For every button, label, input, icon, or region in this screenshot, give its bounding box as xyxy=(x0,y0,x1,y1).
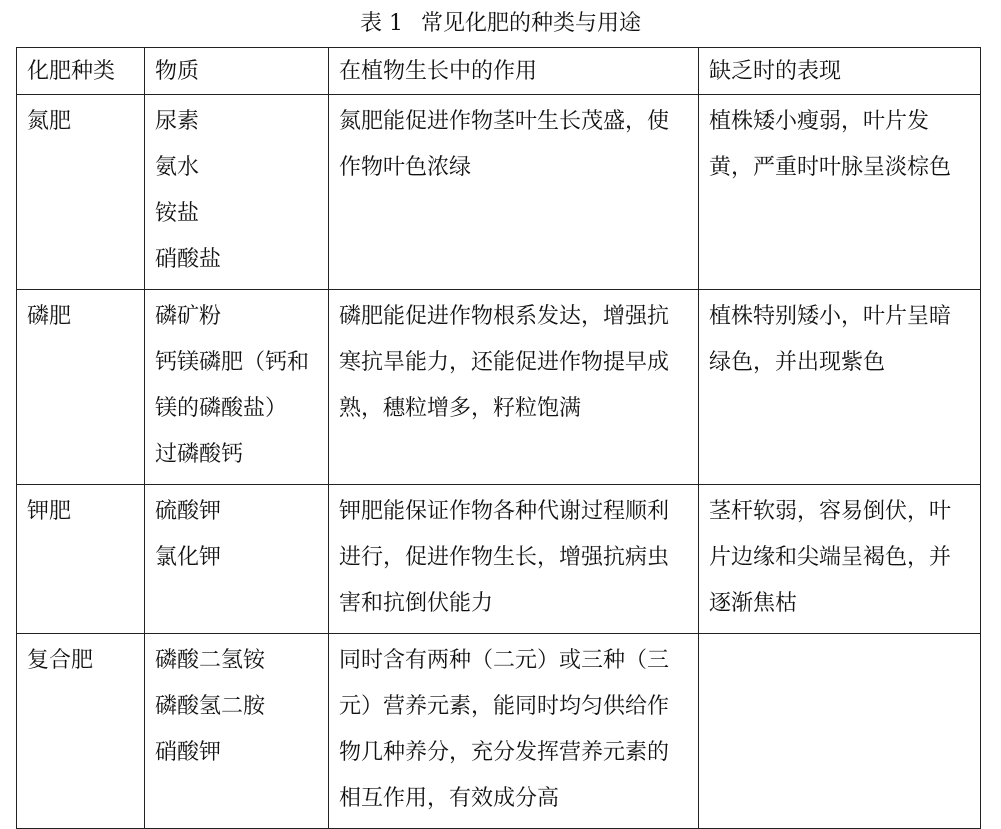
substance-item: 过磷酸钙 xyxy=(155,442,244,467)
table-header-row xyxy=(17,48,981,95)
table-row xyxy=(17,485,981,634)
substance-item: 磷酸二氢铵 xyxy=(155,648,266,673)
substance-item: 钙镁磷肥（钙和 xyxy=(155,350,310,375)
cell-deficiency xyxy=(699,634,981,829)
header-effect: 在植物生长中的作用 xyxy=(329,48,699,95)
cell-deficiency: 植株矮小瘦弱，叶片发黄，严重时叶脉呈淡棕色 xyxy=(699,95,981,290)
cell-substances xyxy=(145,634,329,829)
table-row xyxy=(17,290,981,485)
cell-substances xyxy=(145,95,329,290)
header-substance: 物质 xyxy=(145,48,329,95)
cell-substances xyxy=(145,485,329,634)
table-title: 常见化肥的种类与用途 xyxy=(420,11,641,36)
cell-fertilizer-type: 钾肥 xyxy=(17,485,145,634)
cell-effect: 氮肥能促进作物茎叶生长茂盛，使作物叶色浓绿 xyxy=(329,95,699,290)
cell-effect: 磷肥能促进作物根系发达，增强抗寒抗旱能力，还能促进作物提早成熟，穗粒增多，籽粒饱满 xyxy=(329,290,699,485)
table-row xyxy=(17,95,981,290)
substance-item: 镁的磷酸盐） xyxy=(155,396,288,421)
header-deficiency: 缺乏时的表现 xyxy=(699,48,981,95)
substance-item: 磷酸氢二胺 xyxy=(155,694,266,719)
cell-fertilizer-type: 氮肥 xyxy=(17,95,145,290)
table-number: 表 1 xyxy=(359,11,403,36)
cell-deficiency: 植株特别矮小，叶片呈暗绿色，并出现紫色 xyxy=(699,290,981,485)
table-row xyxy=(17,634,981,829)
substance-item: 硝酸盐 xyxy=(155,247,222,272)
cell-substances xyxy=(145,290,329,485)
substance-item: 铵盐 xyxy=(155,201,200,226)
cell-fertilizer-type: 磷肥 xyxy=(17,290,145,485)
substance-item: 磷矿粉 xyxy=(155,304,222,329)
cell-effect: 同时含有两种（二元）或三种（三元）营养元素，能同时均匀供给作物几种养分，充分发挥营养元素的相互作用，有效成分高 xyxy=(329,634,699,829)
substance-item: 硝酸钾 xyxy=(155,740,222,765)
header-fertilizer-type: 化肥种类 xyxy=(17,48,145,95)
substance-item: 氨水 xyxy=(155,155,200,180)
substance-item: 硫酸钾 xyxy=(155,499,222,524)
table-caption xyxy=(0,8,1001,40)
substance-item: 尿素 xyxy=(155,109,200,134)
fertilizer-table xyxy=(16,47,981,829)
cell-effect: 钾肥能保证作物各种代谢过程顺利进行，促进作物生长，增强抗病虫害和抗倒伏能力 xyxy=(329,485,699,634)
cell-deficiency: 茎杆软弱，容易倒伏，叶片边缘和尖端呈褐色，并逐渐焦枯 xyxy=(699,485,981,634)
cell-fertilizer-type: 复合肥 xyxy=(17,634,145,829)
substance-item: 氯化钾 xyxy=(155,545,222,570)
